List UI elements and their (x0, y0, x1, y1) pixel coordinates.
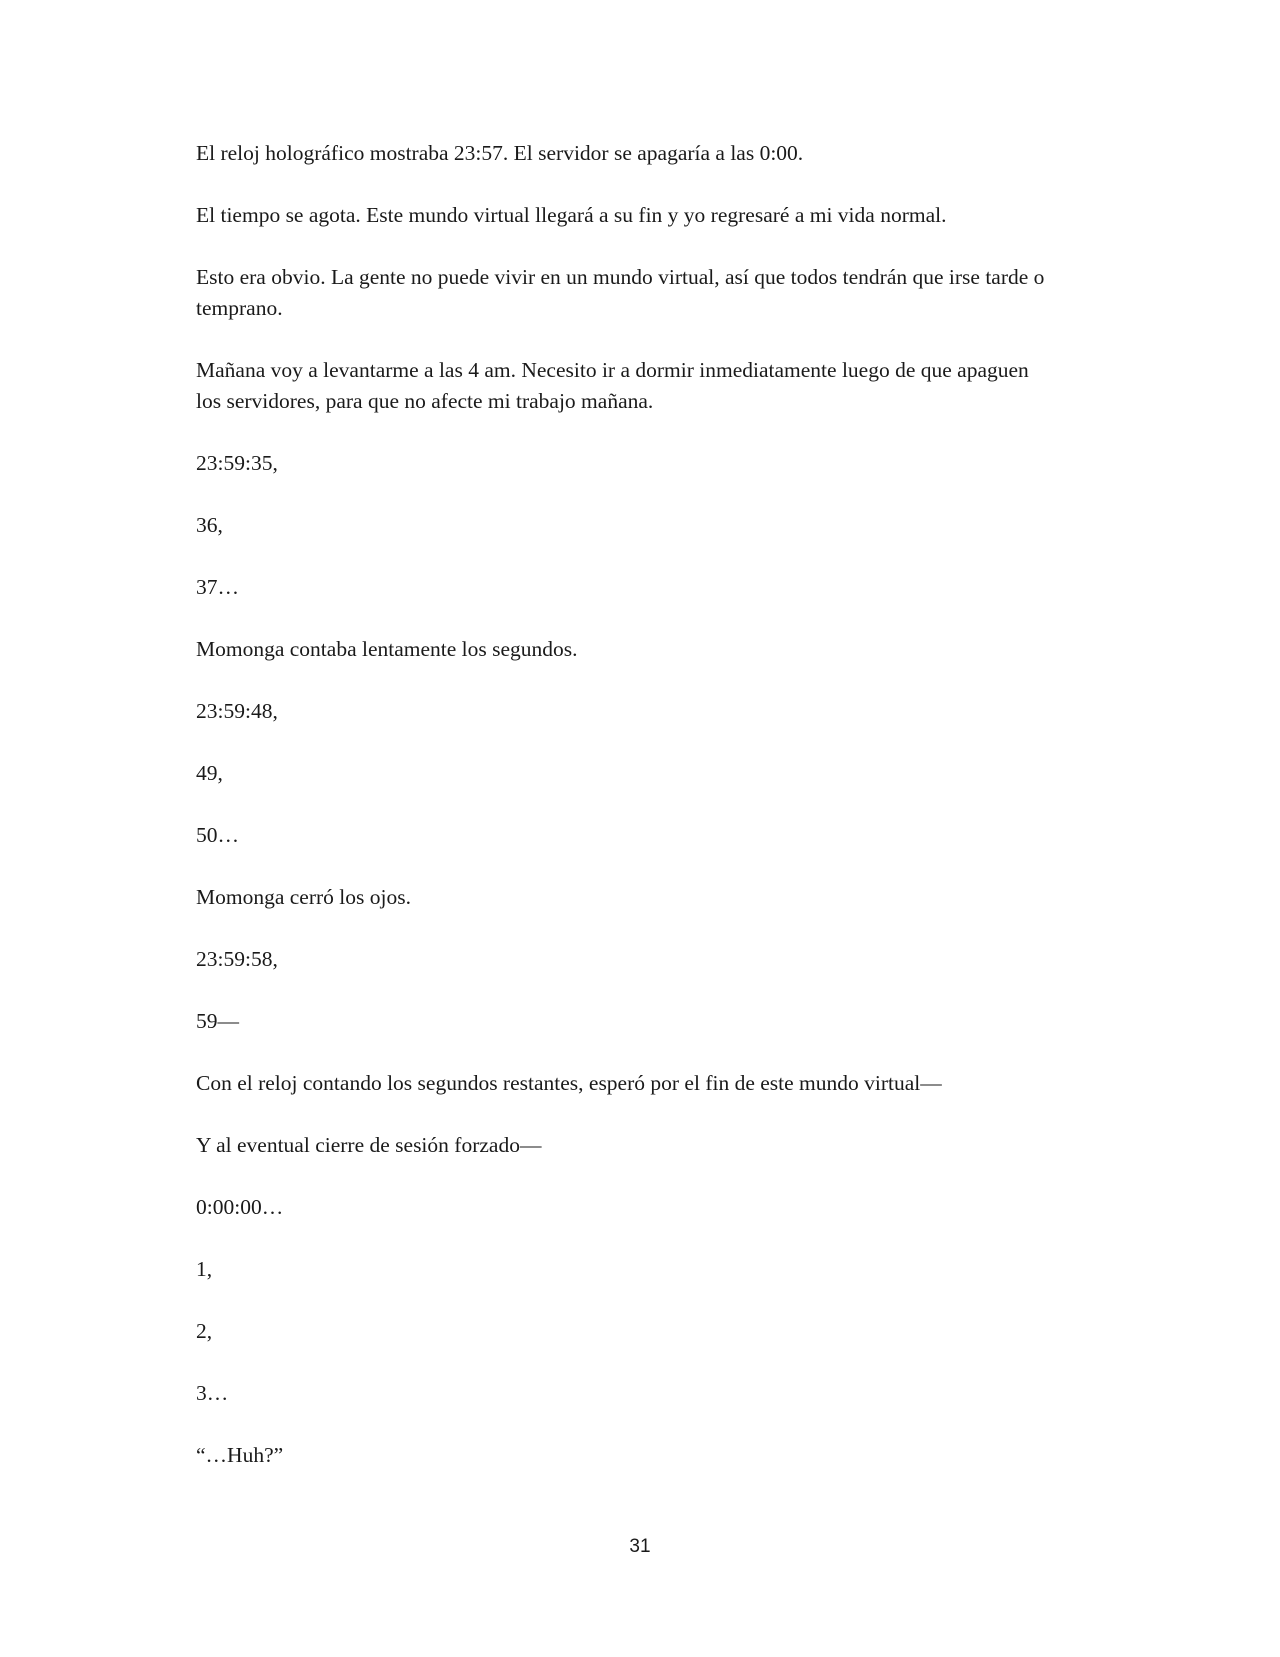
paragraph: Esto era obvio. La gente no puede vivir en un mundo virtual, así que todos tendrán que irse tarde o temprano. (196, 265, 1045, 320)
paragraph: 2, (196, 1319, 213, 1343)
paragraph: Momonga cerró los ojos. (196, 885, 411, 909)
paragraph: 59— (196, 1009, 239, 1033)
paragraph: Momonga contaba lentamente los segundos. (196, 637, 578, 661)
paragraph: 23:59:35, (196, 451, 278, 475)
paragraph: 1, (196, 1257, 213, 1281)
paragraph: 36, (196, 513, 223, 537)
paragraph: “…Huh?” (196, 1443, 284, 1467)
paragraph: Mañana voy a levantarme a las 4 am. Necesito ir a dormir inmediatamente luego de que apaguen los servidores, para que no afecte mi trabajo mañana. (196, 358, 1029, 413)
paragraph: 49, (196, 761, 223, 785)
paragraph: El reloj holográfico mostraba 23:57. El servidor se apagaría a las 0:00. (196, 141, 804, 165)
paragraph: 50… (196, 823, 239, 847)
paragraph: Y al eventual cierre de sesión forzado— (196, 1133, 542, 1157)
paragraph: 0:00:00… (196, 1195, 284, 1219)
page-number: 31 (629, 1536, 651, 1557)
paragraph: Con el reloj contando los segundos restantes, esperó por el fin de este mundo virtual— (196, 1071, 942, 1095)
paragraph: El tiempo se agota. Este mundo virtual llegará a su fin y yo regresaré a mi vida normal. (196, 203, 947, 227)
paragraph: 3… (196, 1381, 229, 1405)
paragraph: 37… (196, 575, 239, 599)
paragraph: 23:59:58, (196, 947, 278, 971)
paragraph: 23:59:48, (196, 699, 278, 723)
body-text (196, 138, 1076, 1502)
